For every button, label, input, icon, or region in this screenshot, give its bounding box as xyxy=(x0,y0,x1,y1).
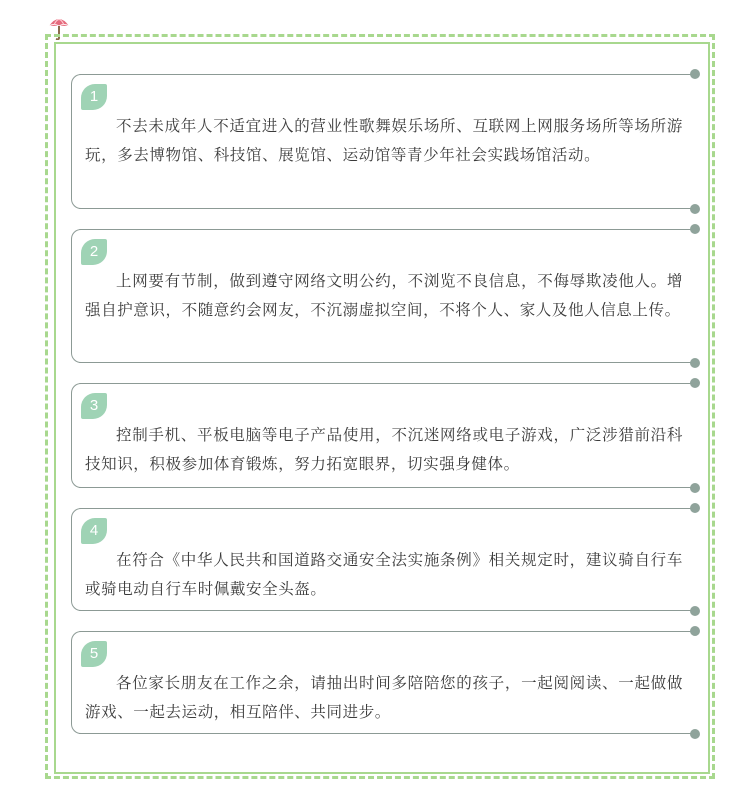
list-item xyxy=(71,74,695,209)
item-number-badge: 1 xyxy=(81,84,107,110)
item-text: 不去未成年人不适宜进入的营业性歌舞娱乐场所、互联网上网服务场所等场所游玩，多去博物馆、科技馆、展览馆、运动馆等青少年社会实践场馆活动。 xyxy=(85,117,683,164)
connector-dot xyxy=(690,503,700,513)
list-item xyxy=(71,631,695,734)
item-number-badge: 5 xyxy=(81,641,107,667)
connector-dot xyxy=(690,224,700,234)
item-text: 各位家长朋友在工作之余，请抽出时间多陪陪您的孩子，一起阅阅读、一起做做游戏、一起去运动，相互陪伴、共同进步。 xyxy=(85,674,683,721)
item-text: 控制手机、平板电脑等电子产品使用，不沉迷网络或电子游戏，广泛涉猎前沿科技知识，积极参加体育锻炼，努力拓宽眼界，切实强身健体。 xyxy=(85,426,683,473)
list-item xyxy=(71,383,695,488)
connector-dot xyxy=(690,483,700,493)
item-number-badge: 4 xyxy=(81,518,107,544)
list-item xyxy=(71,508,695,611)
list-item xyxy=(71,229,695,363)
connector-dot xyxy=(690,626,700,636)
item-number-badge: 2 xyxy=(81,239,107,265)
connector-dot xyxy=(690,378,700,388)
connector-dot xyxy=(690,69,700,79)
item-text: 上网要有节制，做到遵守网络文明公约，不浏览不良信息，不侮辱欺凌他人。增强自护意识，不随意约会网友，不沉溺虚拟空间，不将个人、家人及他人信息上传。 xyxy=(85,272,683,319)
connector-dot xyxy=(690,606,700,616)
connector-dot xyxy=(690,729,700,739)
item-text: 在符合《中华人民共和国道路交通安全法实施条例》相关规定时，建议骑自行车或骑电动自行车时佩戴安全头盔。 xyxy=(85,551,683,598)
item-number-badge: 3 xyxy=(81,393,107,419)
connector-dot xyxy=(690,204,700,214)
connector-dot xyxy=(690,358,700,368)
